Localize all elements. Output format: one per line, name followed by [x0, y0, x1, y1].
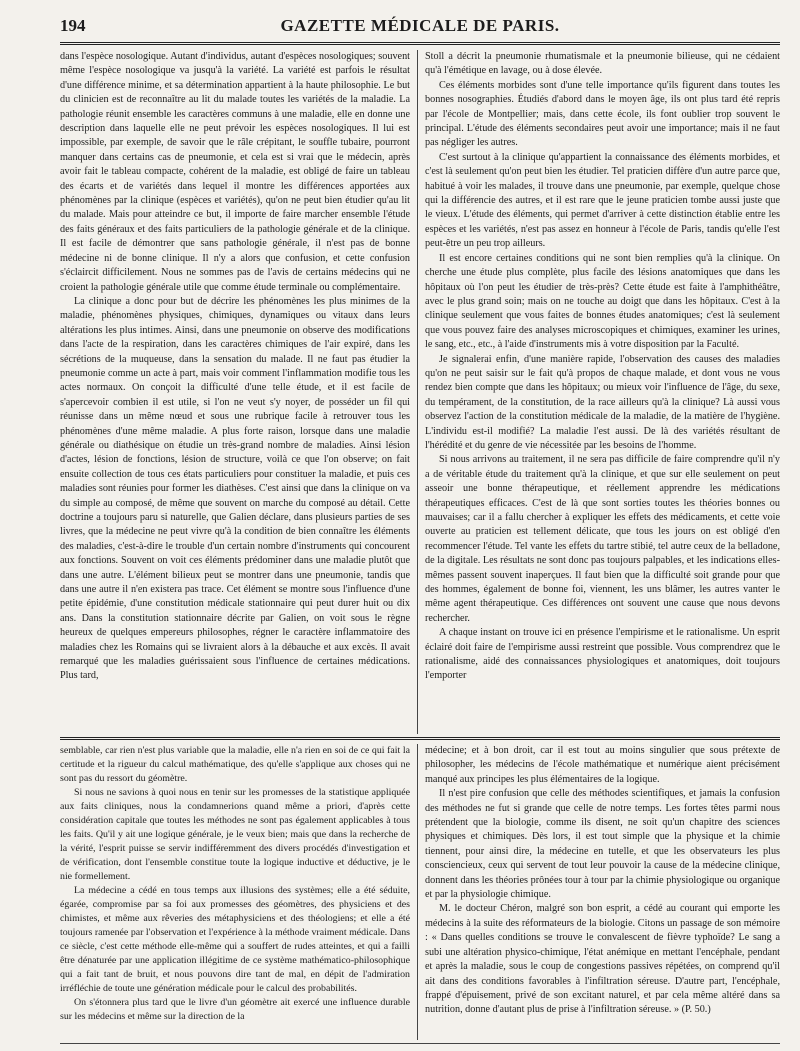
section-separator-rule [60, 737, 780, 740]
paragraph: La médecine a cédé en tous temps aux illusions des systèmes; elle a été séduite, égarée, compromise par sa foi aux promesses des géomètres, des physiciens et des chimistes, et même aux rêveries des métaphysiciens et des théologiens; et elle a été toujours ramenée par l'observation et l'expérience à la méthode vraiment médicale. Dans ce siècle, c'est cette méthode elle-même qui a souffert de rudes atteintes, et qui a failli être dénaturée par une application illégitime de ce système mathématico-philosophique qui a fait tant de bruit, et nous pouvons dire tant de mal, en dépit de l'admiration irréfléchie de toute une génération médicale pour le calcul des probabilités. [60, 885, 410, 995]
feuilleton-column-lower-right [425, 744, 780, 1038]
page-header [60, 14, 780, 40]
article-column-upper-left [60, 50, 410, 734]
article-column-upper-right [425, 50, 780, 734]
paragraph: Je signalerai enfin, d'une manière rapide, l'observation des causes des maladies qu'on ne peut saisir sur le fait qu'à propos de chaque malade, et dont vous ne vous rendez bien compte que dans les hôpitaux; ou mieux voir l'influence de l'âge, du sexe, du tempérament, de la constitution, de la race ailleurs qu'à la clinique? Là aussi vous observez l'action de la constitution médicale de la maladie, de la matière de l'hygiène. L'individu est-il modifié? La maladie l'est aussi. De là des variétés résultant de l'hérédité et du genre de vie nécessitée par les besoins de l'homme. [425, 353, 780, 451]
paragraph: Ces éléments morbides sont d'une telle importance qu'ils figurent dans toutes les bonnes nosographies. Étudiés d'abord dans le moyen âge, ils ont plus tard été repris par l'école de Montpellier; mais, dans cette école, ils font oublier trop souvent le principal. L'étude des éléments secondaires peut avoir une importance; mais il ne faut pas négliger les autres. [425, 79, 780, 149]
paragraph: médecine; et à bon droit, car il est tout au moins singulier que sous prétexte de philosopher, les médecins de l'école mathématique et numérique aient précisément manqué aux principes les plus élémentaires de la logique. [425, 745, 780, 785]
feuilleton-column-lower-left [60, 744, 410, 1038]
footer-rule [60, 1043, 780, 1044]
paragraph: semblable, car rien n'est plus variable que la maladie, elle n'a rien en soi de ce qui fait la certitude et la rigueur du calcul mathématique, des qu'elle s'applique aux choses qui ne sont pas du ressort du géomètre. [60, 745, 410, 785]
paragraph: M. le docteur Chéron, malgré son bon esprit, a cédé au courant qui emporte les médecins à la suite des réformateurs de la biologie. Citons un passage de son mémoire : « Dans quelles conditions se trouve le convalescent de fièvre typhoïde? Le sang a subi une altération physico-chimique, l'état anémique en mettant l'encéphale, pendant et après la maladie, sous le coup de congestions passives répétées, on comprend qu'il ait dans des conditions favorables à l'infiltration séreuse. D'autre part, l'encéphale, frappé d'épuisement, privé de son excitant naturel, et par cela même altéré dans sa nutrition, donne d'autant plus de prise à l'infiltration séreuse. » (P. 50.) [425, 903, 780, 1016]
page-number: 194 [60, 16, 86, 35]
journal-title: GAZETTE MÉDICALE DE PARIS. [280, 16, 560, 35]
paragraph: La clinique a donc pour but de décrire les phénomènes les plus minimes de la maladie, phénomènes physiques, chimiques, dynamiques ou vitaux dans leurs altérations les plus intimes. Ainsi, dans une pneumonie on observe des modifications dans l'acte de la respiration, dans les caractères chimiques de l'air expiré, dans les sécrétions de la muqueuse, dans la sensation du malade. Il ne faut pas étudier la pneumonie comme un acte à part, mais voir comment l'inflammation modifie tous les actes normaux. On conçoit la difficulté d'une telle étude, et il est facile de s'apercevoir combien il est utile, si l'on ne veut s'y noyer, de posséder un fil qui réunisse dans un même nœud et sous une rubrique facile à retrouver tous les phénomènes d'une même maladie. A plus forte raison, lorsque dans une maladie générale ou diathésique on étudie un très-grand nombre de maladies. Ainsi lésion d'actes, lésion de fonctions, lésion de structure, voilà ce que l'on observe; on fait ensuite collection de tous ces états particuliers pour constituer la maladie, et puis ces maladies sont réunies pour former les diathèses. C'est ainsi que dans la clinique on va du simple au composé, de même que souvent on marche du composé au détail. Cette doctrine a toujours paru si naturelle, que Galien déclare, dans plusieurs parties de ses livres, que la médecine ne peut vivre qu'à la condition de bien connaître les éléments des maladies, c'est-à-dire le trouble d'un certain nombre d'instruments qui concourent aux fonctions. Souvent on voit ces éléments prédominer dans une maladie plutôt que dans une autre. L'élément bilieux peut se montrer dans une pneumonie, tandis que dans une autre il n'en existera pas trace. Cet élément se montre sous l'influence d'une petite épidémie, d'une constitution médicale stationnaire qui peut durer huit ou dix ans. Dans la constitution stationnaire décrite par Galien, on voit sous le règne heureux de quelques empereurs philosophes, régner le caractère inflammatoire des maladies chez les Romains qui se livraient alors à la débauche et aux excès. Il avait remarqué que les maladies guérissaient sous l'influence de certaines médications. Plus tard, [60, 295, 410, 682]
paragraph: Si nous arrivons au traitement, il ne sera pas difficile de faire comprendre qu'il n'y a de véritable étude du traitement qu'à la clinique, et que sur elle seulement on peut asseoir une bonne thérapeutique, et réellement apprendre les médications thérapeutiques efficaces. C'est de là que sont sorties toutes les théories bonnes ou mauvaises; car il a fallu chercher à expliquer les effets des médicaments, et cette voie ouverte au praticien est tellement délicate, que tous les jours on est obligé d'en recommencer l'étude. Tel vante les effets du tartre stibié, tel autre ceux de la belladone, de la digitale. Les résultats ne sont donc pas toujours palpables, et les indications elles-mêmes passent souvent inaperçues. Il faut bien que la difficulté soit grande pour que des hommes, également de bonne foi, viennent, les uns blâmer, les autres vanter le même agent thérapeutique. Ces différences ont souvent une cause que nous devons rechercher. [425, 454, 780, 624]
header-rule [60, 42, 780, 45]
paragraph: C'est surtout à la clinique qu'appartient la connaissance des éléments morbides, et c'est là seulement qu'on peut bien les étudier. Tel praticien diffère d'un autre parce que, habitué à voir les malades, il trouve dans une pneumonie, par exemple, quelque chose qui la différencie des autres, et il est rare que le jeune praticien tombe aussi juste que le vieux. L'étude des éléments, qui permet d'arriver à cette distinction établie entre les espèces et les variétés, n'est pas assez en honneur à l'école de Paris, tandis qu'elle l'est peut-être un peu trop ailleurs. [425, 151, 780, 250]
column-divider-upper [417, 50, 418, 734]
paragraph: Stoll a décrit la pneumonie rhumatismale et la pneumonie bilieuse, qui ne cédaient qu'à l'émétique en lavage, ou à dose élevée. [425, 51, 780, 77]
paragraph: Il est encore certaines conditions qui ne sont bien remplies qu'à la clinique. On cherche une étude plus complète, plus facile des lésions anatomiques que dans les hôpitaux où l'on peut les étudier de très-près? Cette étude est faite à l'amphithéâtre, avec le plus grand soin; mais on ne touche au doigt que dans les hôpitaux. C'est à la clinique seulement que vous faites de bonnes études anatomiques; c'est là seulement que vous pouvez faire des analyses microscopiques et chimiques, examiner les urines, le sang, etc., etc., à l'aide d'instruments mis à votre disposition par la Faculté. [425, 252, 780, 351]
paragraph: On s'étonnera plus tard que le livre d'un géomètre ait exercé une influence durable sur les médecins et même sur la direction de la [60, 997, 410, 1023]
paragraph: dans l'espèce nosologique. Autant d'individus, autant d'espèces nosologiques; souvent même l'espèce nosologique va jusqu'à la variété. La variété est parfois le résultat d'une différence minime, et sa détermination appartient à la haute philosophie. Le but du clinicien est de reconnaître au lit du malade toutes les variétés de la maladie. La pathologie réunit ensemble les caractères communs à une maladie, elle en donne une description dans laquelle elle ne peut prévoir les espèces nosologiques. Il lui est impossible, par exemple, de savoir que le râle crépitant, le souffle tubaire, pourront manquer dans certains cas de pneumonie, et cela est si vrai que le médecin, après avoir fait le tableau compacte, cohérent de la maladie, est obligé de faire un tableau des écarts et de variétés dans lequel il montre les différences apportées aux phénomènes par la clinique (espèces et variétés), qu'on ne peut bien étudier qu'au lit du malade. Mais pour atteindre ce but, il importe de faire marcher ensemble l'étude des faits généraux et des faits particuliers de la pathologie générale et de la clinique. Il est facile de démontrer que sans pathologie générale, il n'est pas de bonne médecine ni de bonne clinique. Il n'y a alors que confusion, et cette confusion s'éclaircit difficilement. Nous ne sommes pas de l'avis de certains médecins qui ne croient la pathologie générale utile que comme étude terminale ou complémentaire. [60, 51, 410, 293]
column-divider-lower [417, 744, 418, 1040]
paragraph: Il n'est pire confusion que celle des méthodes scientifiques, et jamais la confusion des méthodes ne fut si grande que celle de notre temps. Les fortes têtes parmi nous prétendent que la biologie, comme ils disent, ne soit qu'un chapitre des sciences physiques et chimiques. Dès lors, il est tout simple que la physique et la chimie tiennent, pour ainsi dire, la médecine en tutelle, et que les observateurs les plus consciencieux, ceux qui servent de tout leur pouvoir la cause de la médecine clinique, donnent dans les théories prônées tour à tour par la chimie physiologique ou organique et par la physiologie chimique. [425, 788, 780, 901]
paragraph: A chaque instant on trouve ici en présence l'empirisme et le rationalisme. Un esprit éclairé doit faire de l'empirisme aussi restreint que possible. Vous comprendrez que le rationalisme, aidé des connaissances physiologiques et anatomiques, doit toujours l'emporter [425, 627, 780, 682]
paragraph: Si nous ne savions à quoi nous en tenir sur les promesses de la statistique appliquée aux faits cliniques, nous la condamnerions quand même a priori, d'après cette considération capitale que toutes les méthodes ne sont pas également applicables à tous les faits. Qu'il y ait une logique générale, je le veux bien; mais que dans la recherche de la vérité, l'esprit puisse se servir indifféremment des divers procédés d'investigation et de vérification, dont l'ensemble constitue toute la logique inductive et déductive, je le nie formellement. [60, 787, 410, 883]
